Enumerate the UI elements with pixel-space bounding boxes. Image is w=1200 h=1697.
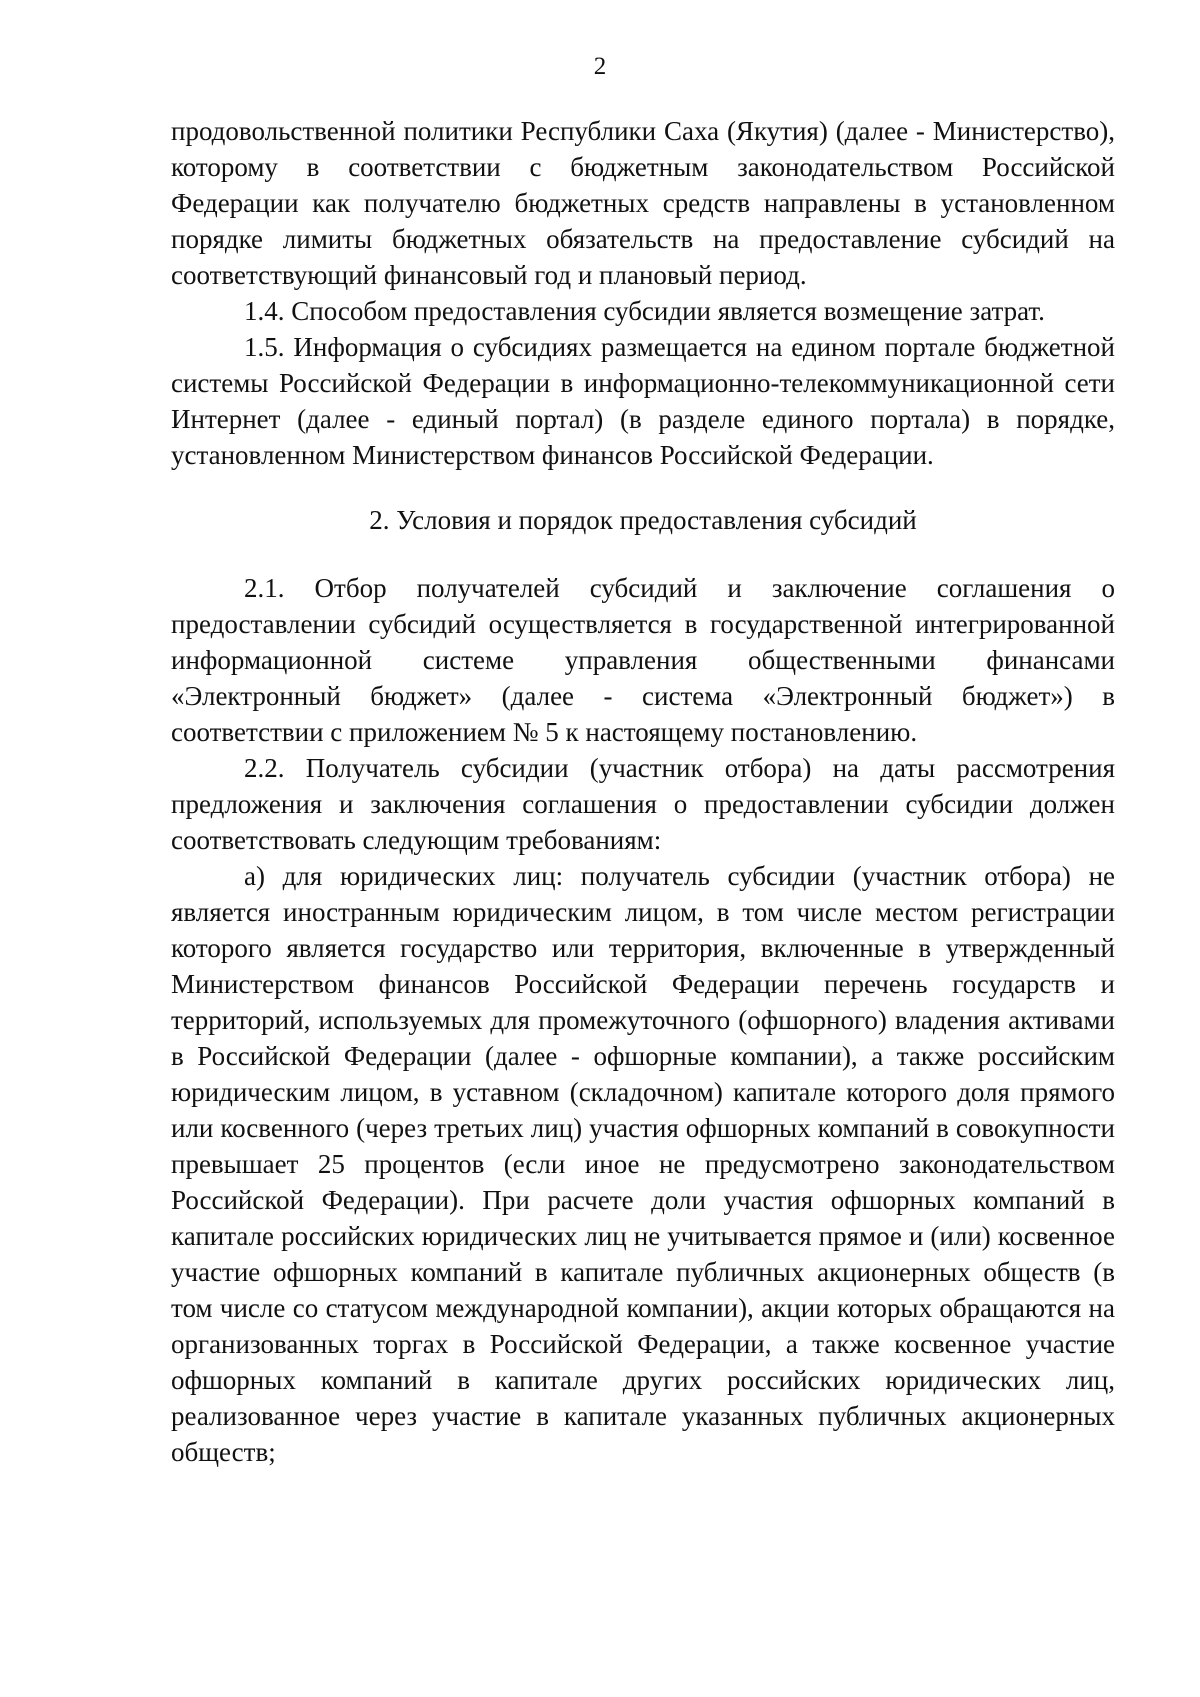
paragraph-1-5: 1.5. Информация о субсидиях размещается на едином портале бюджетной системы Российской Федерации в информационно-телекоммуникационной сети Интернет (далее - единый портал) (в разделе единого портала) в порядке, установленном Министерством финансов Российской Федерации.: [171, 332, 1115, 470]
section-heading-2: 2. Условия и порядок предоставления субсидий: [369, 505, 917, 535]
document-body: [171, 113, 1115, 1470]
paragraph-ministry-continuation: продовольственной политики Республики Саха (Якутия) (далее - Министерство), которому в соответствии с бюджетным законодательством Российской Федерации как получателю бюджетных средств направлены в установленном порядке лимиты бюджетных обязательств на предоставление субсидий на соответствующий финансовый год и плановый период.: [171, 116, 1115, 290]
paragraph-2-1: 2.1. Отбор получателей субсидий и заключение соглашения о предоставлении субсидий осуществляется в государственной интегрированной информационной системе управления общественными финансами «Электронный бюджет» (далее - система «Электронный бюджет») в соответствии с приложением № 5 к настоящему постановлению.: [171, 573, 1115, 747]
paragraph-2-2: 2.2. Получатель субсидии (участник отбора) на даты рассмотрения предложения и заключения соглашения о предоставлении субсидии должен соответствовать следующим требованиям:: [171, 753, 1115, 855]
paragraph-1-4: 1.4. Способом предоставления субсидии является возмещение затрат.: [244, 296, 1045, 326]
paragraph-2-2-a: а) для юридических лиц: получатель субсидии (участник отбора) не является иностранным юридическим лицом, в том числе местом регистрации которого является государство или территория, включенные в утвержденный Министерством финансов Российской Федерации перечень государств и территорий, используемых для промежуточного (офшорного) владения активами в Российской Федерации (далее - офшорные компании), а также российским юридическим лицом, в уставном (складочном) капитале которого доля прямого или косвенного (через третьих лиц) участия офшорных компаний в совокупности превышает 25 процентов (если иное не предусмотрено законодательством Российской Федерации). При расчете доли участия офшорных компаний в капитале российских юридических лиц не учитывается прямое и (или) косвенное участие офшорных компаний в капитале публичных акционерных обществ (в том числе со статусом международной компании), акции которых обращаются на организованных торгах в Российской Федерации, а также косвенное участие офшорных компаний в капитале других российских юридических лиц, реализованное через участие в капитале указанных публичных акционерных обществ;: [171, 861, 1115, 1467]
page-number: 2: [593, 53, 607, 80]
